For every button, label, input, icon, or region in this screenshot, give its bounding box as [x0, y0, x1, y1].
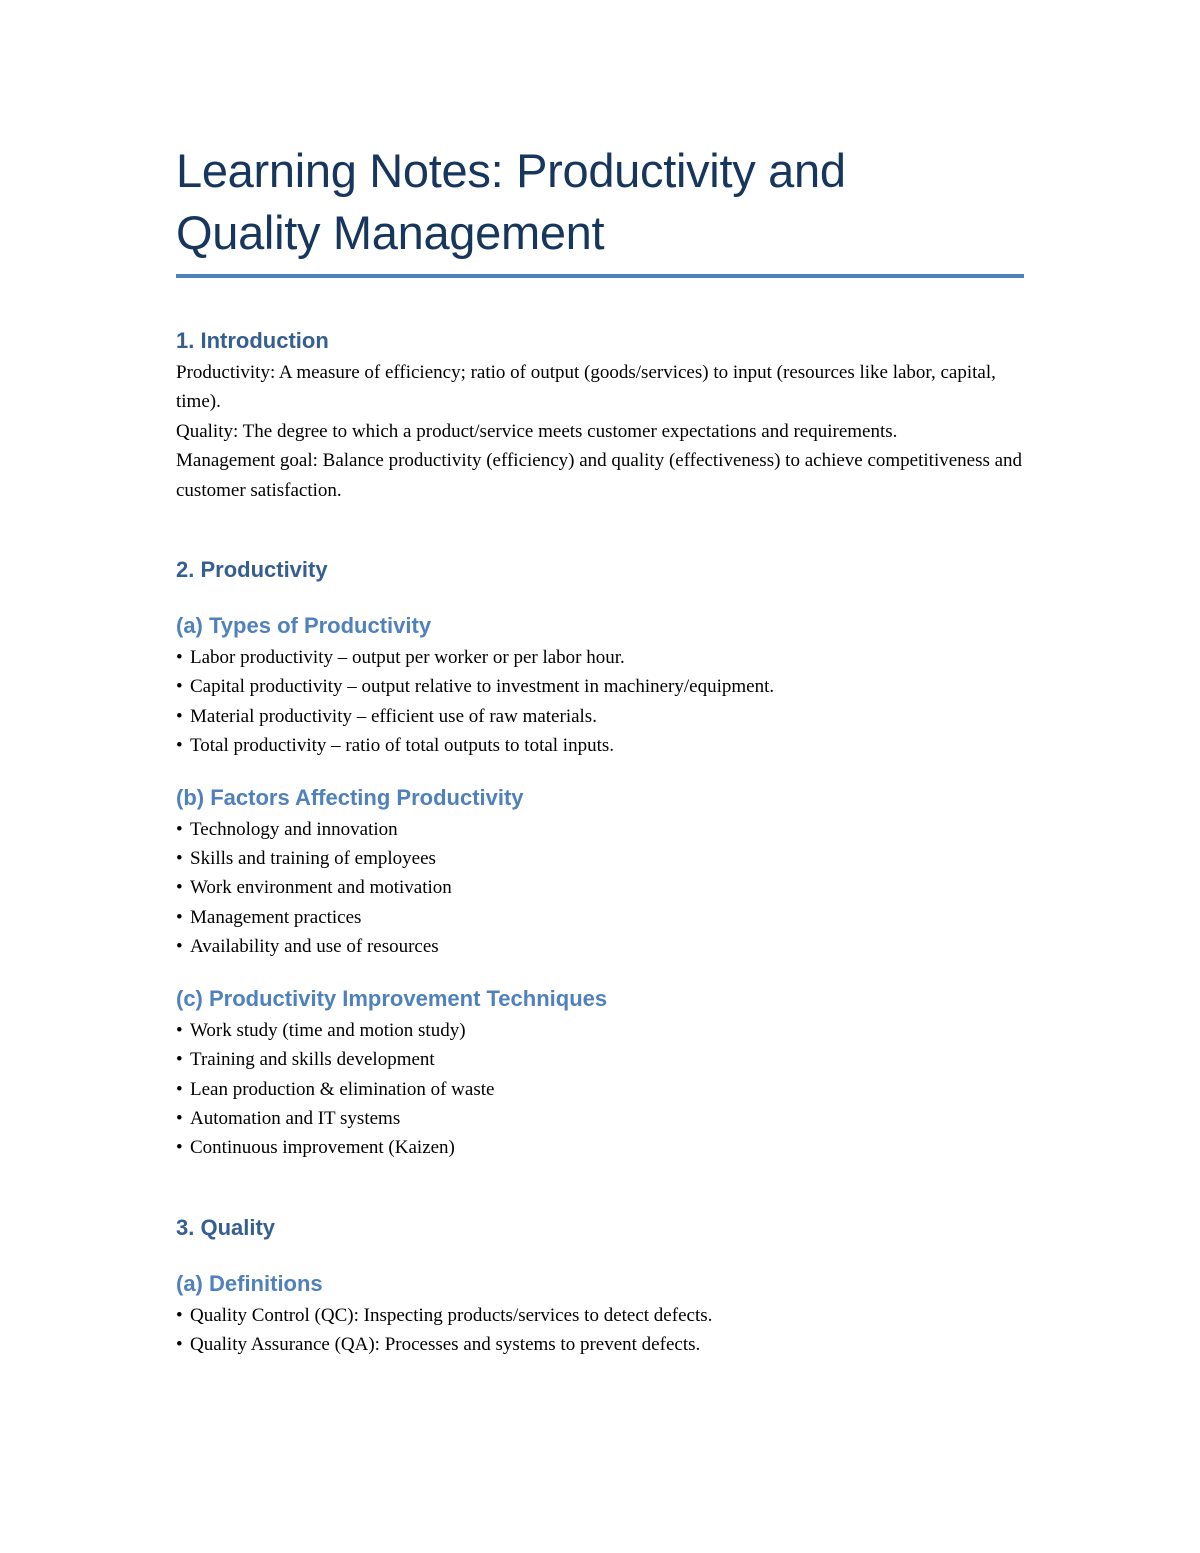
- bullet-glyph: •: [176, 1019, 183, 1041]
- list-item: • Material productivity – efficient use of raw materials.: [176, 702, 1026, 731]
- intro-paragraph-quality: Quality: The degree to which a product/service meets customer expectations and requirements.: [176, 420, 898, 442]
- bullet-glyph: •: [176, 1107, 183, 1129]
- list-item: • Technology and innovation: [176, 815, 1026, 844]
- list-item: • Lean production & elimination of waste: [176, 1075, 1026, 1104]
- title-underline-rule: [176, 274, 1024, 278]
- factors-list: [176, 815, 1026, 962]
- bullet-glyph: •: [176, 1049, 183, 1071]
- bullet-glyph: •: [176, 818, 183, 840]
- title-line-1: Learning Notes: Productivity and: [176, 144, 846, 197]
- section-quality-heading: 3. Quality: [176, 1214, 276, 1240]
- bullet-glyph: •: [176, 676, 183, 698]
- bullet-glyph: •: [176, 705, 183, 727]
- list-item: • Skills and training of employees: [176, 844, 1026, 873]
- types-list: [176, 643, 1026, 761]
- intro-paragraph-productivity: Productivity: A measure of efficiency; ratio of output (goods/services) to input (resources like labor, capital, time).: [176, 362, 996, 413]
- list-item: • Total productivity – ratio of total outputs to total inputs.: [176, 731, 1026, 760]
- section-productivity-heading: 2. Productivity: [176, 557, 328, 583]
- definitions-list: [176, 1301, 1026, 1360]
- subsection-techniques-heading: (c) Productivity Improvement Techniques: [176, 985, 608, 1011]
- list-item: • Labor productivity – output per worker or per labor hour.: [176, 643, 1026, 672]
- title-line-2: Quality Management: [176, 206, 605, 259]
- bullet-glyph: •: [176, 1304, 183, 1326]
- list-item: • Work study (time and motion study): [176, 1016, 1026, 1045]
- bullet-glyph: •: [176, 1137, 183, 1159]
- bullet-glyph: •: [176, 877, 183, 899]
- list-item: • Automation and IT systems: [176, 1104, 1026, 1133]
- list-item: • Work environment and motivation: [176, 873, 1026, 902]
- bullet-glyph: •: [176, 906, 183, 928]
- list-item: • Capital productivity – output relative to investment in machinery/equipment.: [176, 672, 1026, 701]
- document-title: [176, 140, 1026, 264]
- bullet-glyph: •: [176, 936, 183, 958]
- document-body: [176, 140, 1026, 1360]
- list-item: • Continuous improvement (Kaizen): [176, 1133, 1026, 1162]
- techniques-list: [176, 1016, 1026, 1163]
- list-item: • Training and skills development: [176, 1045, 1026, 1074]
- subsection-factors-heading: (b) Factors Affecting Productivity: [176, 784, 524, 810]
- bullet-glyph: •: [176, 647, 183, 669]
- bullet-glyph: •: [176, 1334, 183, 1356]
- bullet-glyph: •: [176, 1078, 183, 1100]
- bullet-glyph: •: [176, 735, 183, 757]
- list-item: • Quality Assurance (QA): Processes and systems to prevent defects.: [176, 1330, 1026, 1359]
- subsection-definitions-heading: (a) Definitions: [176, 1270, 323, 1296]
- bullet-glyph: •: [176, 848, 183, 870]
- list-item: • Management practices: [176, 903, 1026, 932]
- section-introduction-heading: 1. Introduction: [176, 328, 329, 353]
- intro-paragraph-management-goal: Management goal: Balance productivity (efficiency) and quality (effectiveness) to achieve competitiveness and customer satisfaction.: [176, 450, 1023, 501]
- list-item: • Quality Control (QC): Inspecting products/services to detect defects.: [176, 1301, 1026, 1330]
- subsection-types-heading: (a) Types of Productivity: [176, 613, 432, 639]
- list-item: • Availability and use of resources: [176, 932, 1026, 961]
